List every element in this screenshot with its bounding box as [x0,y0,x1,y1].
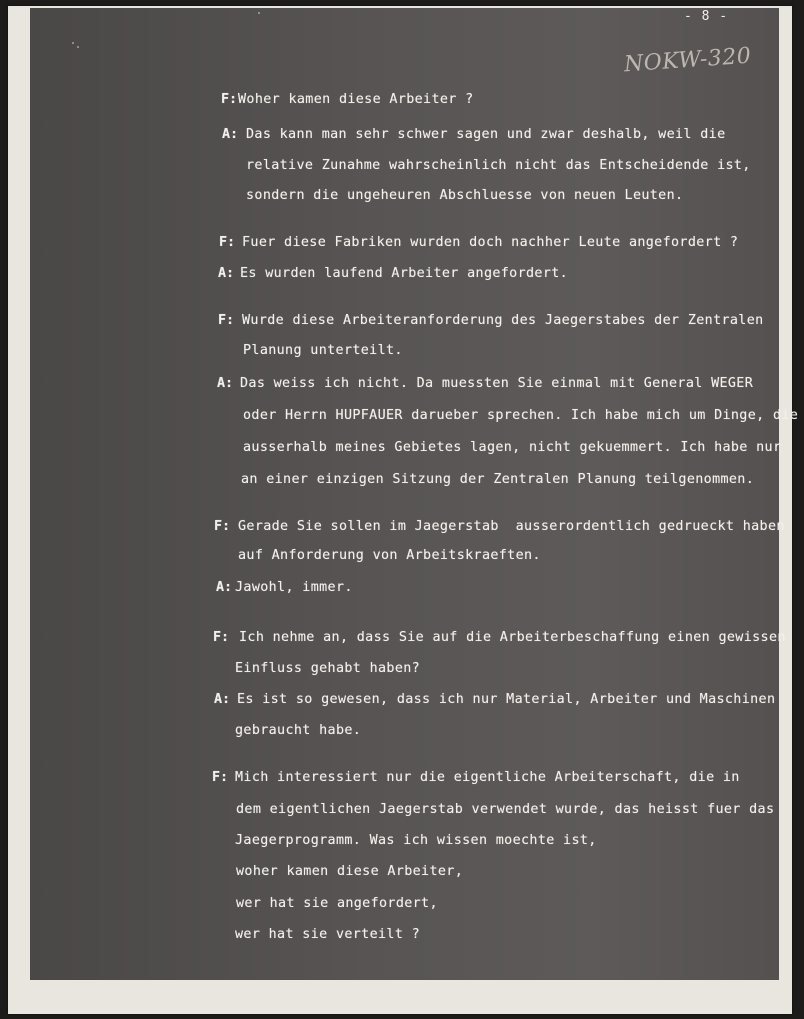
answer-text-line: Es ist so gewesen, dass ich nur Material, Arbeiter und Maschinen [237,692,776,707]
question-text-line: Ich nehme an, dass Sie auf die Arbeiterbeschaffung einen gewissen [239,630,786,645]
question-text-line: Woher kamen diese Arbeiter ? [238,92,474,107]
scan-speck [77,46,79,48]
question-text-line: Gerade Sie sollen im Jaegerstab ausserordentlich gedrueckt haben [238,519,785,534]
question-text-line: Wurde diese Arbeiteranforderung des Jaegerstabes der Zentralen [242,313,764,328]
question-text-line: Planung unterteilt. [243,343,403,358]
question-text-line: woher kamen diese Arbeiter, [236,864,464,879]
question-speaker-label: F: [214,519,231,534]
answer-speaker-label: A: [222,127,239,142]
archive-document-mark: NOKW-320 [623,43,753,78]
answer-speaker-label: A: [218,266,235,281]
page-number: - 8 - [684,9,729,24]
question-text-line: Fuer diese Fabriken wurden doch nachher Leute angefordert ? [242,235,739,250]
answer-text-line: Das weiss ich nicht. Da muessten Sie einmal mit General WEGER [240,376,754,391]
question-text-line: Jaegerprogramm. Was ich wissen moechte ist, [235,833,597,848]
answer-text-line: oder Herrn HUPFAUER darueber sprechen. Ich habe mich um Dinge, die [243,408,799,423]
answer-text-line: an einer einzigen Sitzung der Zentralen Planung teilgenommen. [241,472,755,487]
answer-text-line: gebraucht habe. [235,723,362,738]
answer-speaker-label: A: [214,692,231,707]
answer-text-line: Das kann man sehr schwer sagen und zwar deshalb, weil die [246,127,726,142]
question-speaker-label: F: [218,313,235,328]
answer-text-line: sondern die ungeheuren Abschluesse von neuen Leuten. [246,188,684,203]
question-speaker-label: F: [219,235,236,250]
answer-text-line: relative Zunahme wahrscheinlich nicht das Entscheidende ist, [246,158,751,173]
question-text-line: Einfluss gehabt haben? [235,661,421,676]
question-text-line: dem eigentlichen Jaegerstab verwendet wurde, das heisst fuer das [236,802,775,817]
answer-speaker-label: A: [216,580,233,595]
question-speaker-label: F: [212,770,229,785]
scan-speck [72,42,74,44]
question-speaker-label: F: [221,92,238,107]
question-text-line: wer hat sie angefordert, [236,896,438,911]
question-text-line: auf Anforderung von Arbeitskraeften. [238,548,541,563]
answer-speaker-label: A: [217,376,234,391]
answer-text-line: Jawohl, immer. [235,580,353,595]
answer-text-line: Es wurden laufend Arbeiter angefordert. [240,266,569,281]
question-speaker-label: F: [213,630,230,645]
question-text-line: wer hat sie verteilt ? [235,927,421,942]
question-text-line: Mich interessiert nur die eigentliche Arbeiterschaft, die in [235,770,740,785]
answer-text-line: ausserhalb meines Gebietes lagen, nicht gekuemmert. Ich habe nur [243,440,782,455]
scan-speck [258,12,260,14]
